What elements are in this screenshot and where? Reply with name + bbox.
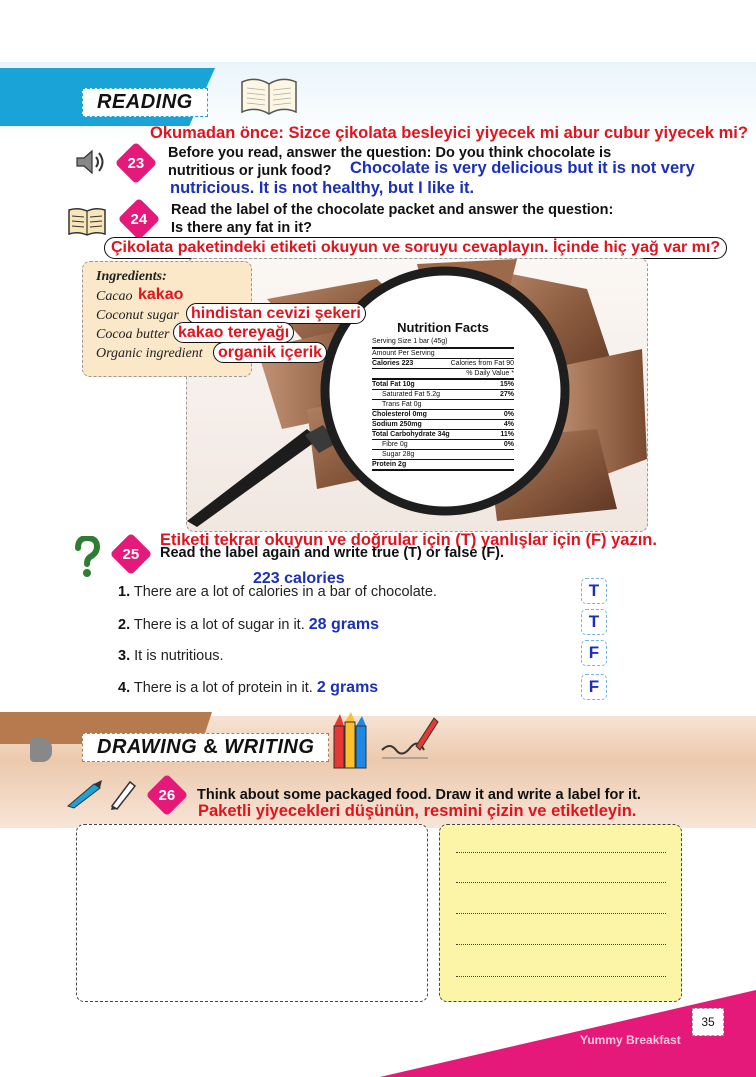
q24-turkish-note: Çikolata paketindeki etiketi okuyun ve soruyu cevaplayın. İçinde hiç yağ var mı? <box>104 237 727 259</box>
drawing-writing-section-title <box>82 733 329 762</box>
ingredient-cocoa-butter: Cocoa butter <box>96 327 170 342</box>
ingredients-title: Ingredients: <box>96 269 167 284</box>
tf-item-3 <box>118 648 224 664</box>
ingredient-note-cocoa-butter: kakao tereyağı <box>173 322 294 343</box>
writing-line[interactable] <box>456 852 666 853</box>
tf-item-number: 4. <box>118 680 131 696</box>
q24-question-line1: Read the label of the chocolate packet and answer the question: <box>171 202 614 218</box>
tf-answer-box-2[interactable]: T <box>581 609 607 635</box>
ingredient-cacao: Cacao <box>96 289 133 304</box>
page-number: 35 <box>692 1008 724 1036</box>
tf-item-text: There is a lot of sugar in it. <box>133 617 305 633</box>
nutrition-calories-row <box>372 359 514 368</box>
q23-answer-line1: Chocolate is very delicious but it is not very <box>350 159 695 177</box>
nutrition-row-value: 0% <box>503 441 514 448</box>
nutrition-row <box>372 410 514 420</box>
nutrition-calories-fat: Calories from Fat 90 <box>450 360 514 367</box>
nutrition-row-label: Trans Fat 0g <box>382 401 422 408</box>
nutrition-row-label: Total Fat 10g <box>372 381 415 388</box>
nutrition-title: Nutrition Facts <box>397 320 489 335</box>
eraser-icon <box>30 738 52 762</box>
nutrition-amount-per: Amount Per Serving <box>372 349 514 359</box>
nutrition-row <box>372 400 514 410</box>
nutrition-daily-value: % Daily Value * <box>372 368 514 380</box>
q23-question-line1: Before you read, answer the question: Do you think chocolate is <box>168 145 612 161</box>
tf-item-1 <box>118 584 437 600</box>
pen-writing-icon <box>378 714 440 766</box>
nutrition-rows <box>372 380 514 471</box>
tf-item-number: 3. <box>118 648 131 664</box>
question-24-badge <box>118 198 160 240</box>
nutrition-row-label: Sugar 28g <box>382 451 415 458</box>
nutrition-row-label: Sodium 250mg <box>372 421 422 428</box>
writing-line[interactable] <box>456 882 666 883</box>
question-mark-icon <box>74 536 100 578</box>
tf-item-text: There are a lot of calories in a bar of chocolate. <box>133 584 437 600</box>
nutrition-row <box>372 440 514 450</box>
nutrition-row-value: 15% <box>499 381 514 388</box>
question-25-badge <box>110 533 152 575</box>
pencil-icon <box>108 778 138 810</box>
writing-title-text: WRITING <box>224 736 315 758</box>
ingredient-organic: Organic ingredient <box>96 346 203 361</box>
crayons-icon <box>330 712 370 770</box>
question-24-number: 24 <box>130 210 148 228</box>
open-book-icon <box>238 74 300 118</box>
question-25-number: 25 <box>122 545 140 563</box>
nutrition-row-value: 0% <box>503 411 514 418</box>
tf-item-2 <box>118 616 379 634</box>
q25-instruction: Read the label again and write true (T) or false (F). <box>160 545 505 561</box>
q25-calories-note: 223 calories <box>253 570 345 587</box>
label-writing-area[interactable] <box>439 824 682 1002</box>
nutrition-row <box>372 460 514 471</box>
writing-line[interactable] <box>456 976 666 977</box>
q26-instruction: Think about some packaged food. Draw it and write a label for it. <box>197 787 641 803</box>
q23-question-line2: nutritious or junk food? <box>168 163 332 179</box>
q23-turkish-note: Okumadan önce: Sizce çikolata besleyici yiyecek mi abur cubur yiyecek mi? <box>150 124 748 142</box>
tf-item-note: 28 grams <box>308 616 380 633</box>
nutrition-row-label: Total Carbohydrate 34g <box>372 431 450 438</box>
question-26-number: 26 <box>158 786 176 804</box>
tf-item-text: It is nutritious. <box>134 648 224 664</box>
nutrition-row <box>372 430 514 440</box>
question-23-number: 23 <box>127 154 145 172</box>
q26-turkish-note: Paketli yiyecekleri düşünün, resmini çizin ve etiketleyin. <box>198 802 637 820</box>
q23-answer-line2: nutricious. It is not healthy, but I like it. <box>170 179 475 197</box>
nutrition-row-label: Protein 2g <box>372 461 407 468</box>
nutrition-row-value: 11% <box>500 431 514 438</box>
nutrition-row-label: Cholesterol 0mg <box>372 411 427 418</box>
nutrition-row <box>372 420 514 430</box>
q25-turkish-note: Etiketi tekrar okuyun ve doğrular için (T) yanlışlar için (F) yazın. <box>160 531 657 549</box>
tf-item-number: 2. <box>118 617 131 633</box>
drawing-title-text: DRAWING <box>97 736 198 758</box>
tf-item-note: 2 grams <box>316 679 379 696</box>
ingredient-note-cacao: kakao <box>138 286 184 303</box>
nutrition-calories: Calories 223 <box>372 360 414 367</box>
book-icon <box>67 206 107 238</box>
fountain-pen-icon <box>64 778 104 810</box>
drawing-area[interactable] <box>76 824 428 1002</box>
tf-item-number: 1. <box>118 584 131 600</box>
nutrition-facts-label <box>372 320 514 471</box>
footer-unit-name: Yummy Breakfast <box>580 1033 681 1047</box>
nutrition-serving-size: Serving Size 1 bar (45g) <box>372 338 514 349</box>
nutrition-row <box>372 380 514 390</box>
ingredient-coconut-sugar: Coconut sugar <box>96 308 179 323</box>
nutrition-row-value: 27% <box>499 391 514 398</box>
ingredient-note-coconut-sugar: hindistan cevizi şekeri <box>186 303 366 324</box>
nutrition-row <box>372 390 514 400</box>
nutrition-row <box>372 450 514 460</box>
q24-question-line2: Is there any fat in it? <box>171 220 312 236</box>
nutrition-row-value: 4% <box>503 421 514 428</box>
speaker-icon <box>74 148 108 176</box>
tf-answer-box-4[interactable]: F <box>581 674 607 700</box>
ingredient-note-organic: organik içerik <box>213 342 327 363</box>
tf-item-4 <box>118 679 378 697</box>
writing-line[interactable] <box>456 944 666 945</box>
reading-section-title <box>82 88 208 117</box>
drawing-ampersand: & <box>203 736 219 758</box>
tf-answer-box-3[interactable]: F <box>581 640 607 666</box>
nutrition-row-label: Fibre 0g <box>382 441 408 448</box>
reading-title-text: READING <box>97 91 193 113</box>
writing-line[interactable] <box>456 913 666 914</box>
tf-item-text: There is a lot of protein in it. <box>133 680 313 696</box>
question-23-badge <box>115 142 157 184</box>
nutrition-row-label: Saturated Fat 5.2g <box>382 391 440 398</box>
tf-answer-box-1[interactable]: T <box>581 578 607 604</box>
